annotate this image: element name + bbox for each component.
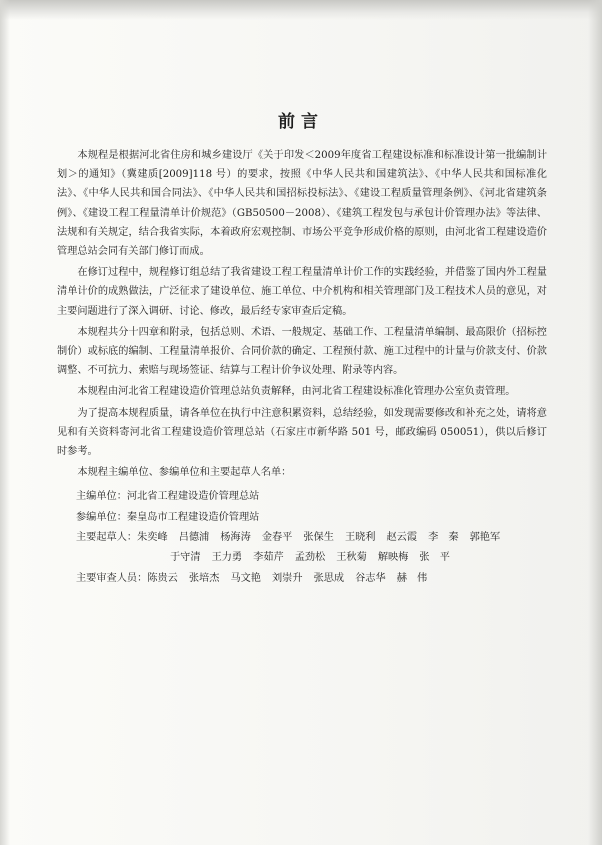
drafter-name: 解映梅: [377, 552, 409, 563]
reviewer-name: 张思成: [313, 573, 345, 584]
drafter-name: 王秋菊: [336, 552, 367, 563]
drafters-row-1: [76, 528, 511, 543]
drafter-name: 朱奕峰: [137, 532, 168, 543]
reviewer-name: 赫 伟: [396, 573, 428, 584]
paragraph-revision-process: 在修订过程中，规程修订组总结了我省建设工程工程量清单计价工作的实践经验，并借鉴了国内外工程量清单计价的成熟做法，广泛征求了建设单位、施工单位、中介机构和相关管理部门及工程技术人员的意见，对主要问题进行了深入调研、讨论、修改，最后经专家审查后定稿。: [57, 267, 547, 317]
chief-editor-unit: 主编单位：河北省工程建设造价管理总站: [76, 491, 260, 502]
drafter-name: 于守清: [170, 552, 201, 563]
drafter-name: 王力勇: [211, 552, 243, 563]
paragraph-contents: 本规程共分十四章和附录，包括总则、术语、一般规定、基础工作、工程量清单编制、最高限价（招标控制价）或标底的编制、工程量清单报价、合同价款的确定、工程预付款、施工过程中的计量与价款支付、价款调整、不可抗力、索赔与现场签证、结算与工程计价争议处理、附录等内容。: [57, 326, 547, 377]
reviewer-name: 张培杰: [188, 573, 220, 584]
drafter-name: 张 平: [419, 552, 450, 563]
paragraph-list-intro: 本规程主编单位、参编单位和主要起草人名单：: [77, 467, 292, 479]
drafter-name: 孟劲松: [294, 552, 326, 563]
paragraph-basis: 本规程是根据河北省住房和城乡建设厅《关于印发＜2009年度省工程建设标准和标准设计第一批编制计划＞的通知》（冀建质[2009]118 号）的要求，按照《中华人民共和国建筑法》、《中华人民共和国标准化法》、《中华人民共和国合同法》、《中华人民共和国招标投标法》、《建设工程质量管理条例》、《河北省建筑条例》、《建设工程工程量清单计价规范》（GB50500－2008）、《建筑工程发包与承包计价管理办法》等法律、法规和有关规定，结合我省实际，本着政府宏观控制、市场公平竞争形成价格的原则，由河北省工程建设造价管理总站会同有关部门修订而成。: [57, 150, 547, 258]
drafter-name: 金春平: [261, 532, 293, 543]
drafter-name: 吕德浦: [178, 532, 210, 543]
drafter-name: 杨海涛: [220, 532, 251, 543]
drafters-row-2: [170, 548, 461, 563]
paragraph-feedback: 为了提高本规程质量，请各单位在执行中注意积累资料，总结经验，如发现需要修改和补充之处，请将意见和有关资料寄河北省工程建设造价管理总站（石家庄市新华路 501 号，邮政编码 050051），供以后修订时参考。: [57, 407, 547, 458]
scan-shadow-top: [0, 0, 602, 20]
reviewers-label: 主要审查人员：: [76, 573, 148, 584]
paragraph-interpretation: 本规程由河北省工程建设造价管理总站负责解释，由河北省工程建设标准化管理办公室负责管理。: [77, 386, 516, 398]
preface-body: [57, 146, 547, 484]
drafter-name: 李茹芹: [253, 552, 284, 563]
reviewer-name: 马文艳: [230, 573, 261, 584]
reviewer-name: 陈贵云: [147, 573, 178, 584]
drafter-name: 李 秦: [428, 532, 459, 543]
drafter-name: 王晓利: [344, 532, 376, 543]
participant-unit: 参编单位：秦皇岛市工程建设造价管理站: [76, 512, 260, 523]
drafter-name: 赵云霞: [386, 532, 418, 543]
drafters-label: 主要起草人：: [76, 532, 138, 543]
page-title: 前言: [278, 112, 324, 132]
drafter-name: 张保生: [303, 532, 334, 543]
drafter-name: 郭艳军: [469, 532, 501, 543]
reviewers-row: [76, 569, 438, 584]
reviewer-name: 谷志华: [355, 573, 386, 584]
reviewer-name: 刘崇升: [272, 573, 303, 584]
